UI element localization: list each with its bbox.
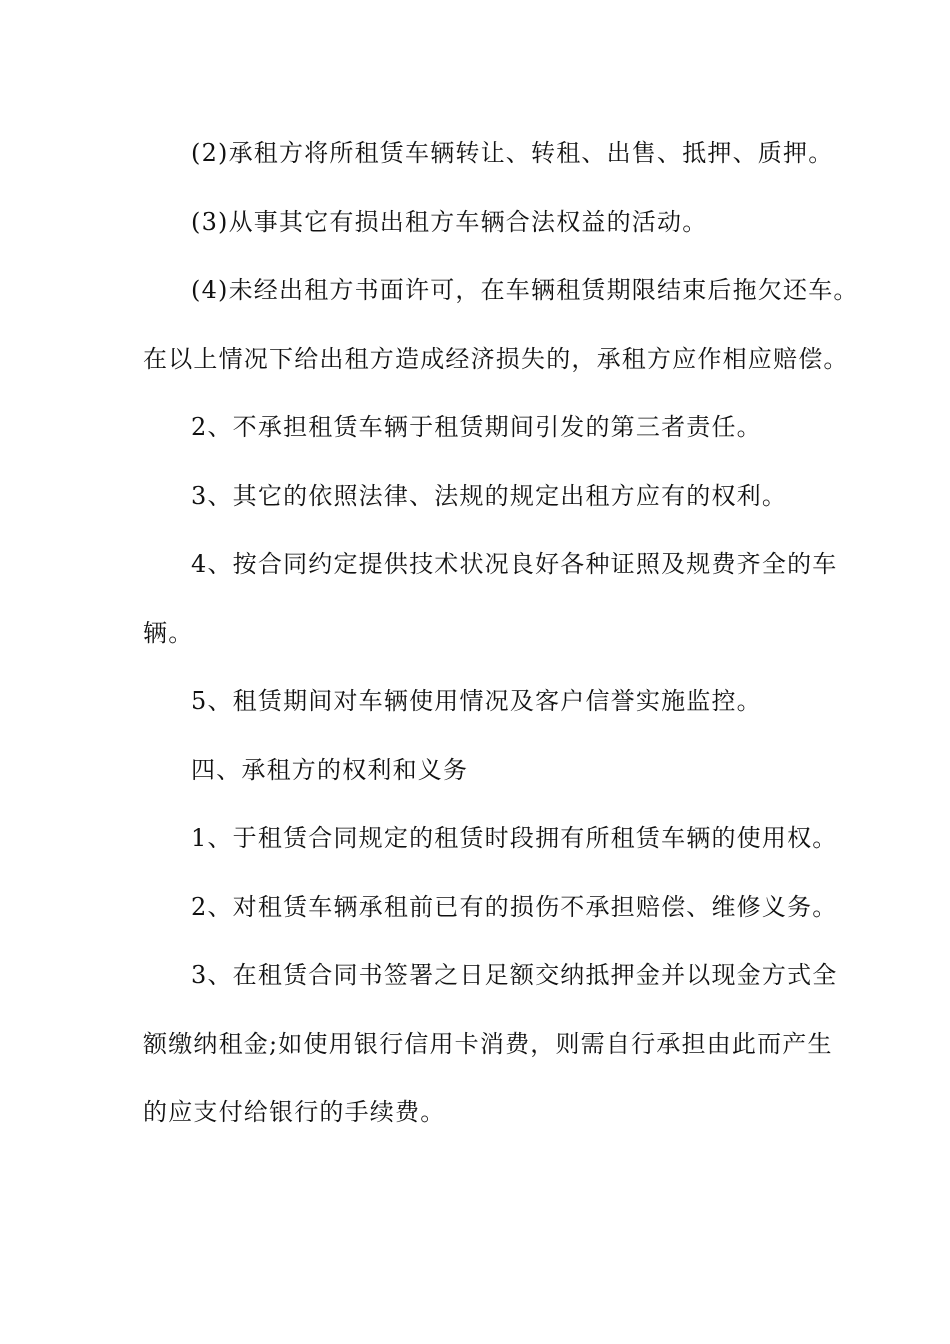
- text-line-9: 5、租赁期间对车辆使用情况及客户信誉实施监控。: [191, 687, 762, 715]
- section-heading: 四、承租方的权利和义务: [191, 755, 469, 784]
- text-line-5: 2、不承担租赁车辆于租赁期间引发的第三者责任。: [191, 413, 762, 441]
- document-body: [143, 125, 859, 1140]
- text-line-11: 1、于租赁合同规定的租赁时段拥有所租赁车辆的使用权。: [191, 824, 838, 852]
- text-line-1: (2)承租方将所租赁车辆转让、转租、出售、抵押、质押。: [191, 139, 834, 167]
- text-line-4: 在以上情况下给出租方造成经济损失的，承租方应作相应赔偿。: [143, 344, 849, 373]
- text-line-15: 的应支付给银行的手续费。: [143, 1098, 446, 1126]
- text-line-7: 4、按合同约定提供技术状况良好各种证照及规费齐全的车: [191, 550, 838, 578]
- text-line-2: (3)从事其它有损出租方车辆合法权益的活动。: [191, 207, 708, 236]
- text-line-8: 辆。: [143, 618, 194, 647]
- text-line-13: 3、在租赁合同书签署之日足额交纳抵押金并以现金方式全: [191, 961, 838, 989]
- text-line-12: 2、对租赁车辆承租前已有的损伤不承担赔偿、维修义务。: [191, 892, 838, 921]
- text-line-3: (4)未经出租方书面许可，在车辆租赁期限结束后拖欠还车。: [191, 276, 859, 304]
- text-line-6: 3、其它的依照法律、法规的规定出租方应有的权利。: [191, 481, 788, 510]
- text-line-14: 额缴纳租金;如使用银行信用卡消费，则需自行承担由此而产生: [143, 1029, 833, 1058]
